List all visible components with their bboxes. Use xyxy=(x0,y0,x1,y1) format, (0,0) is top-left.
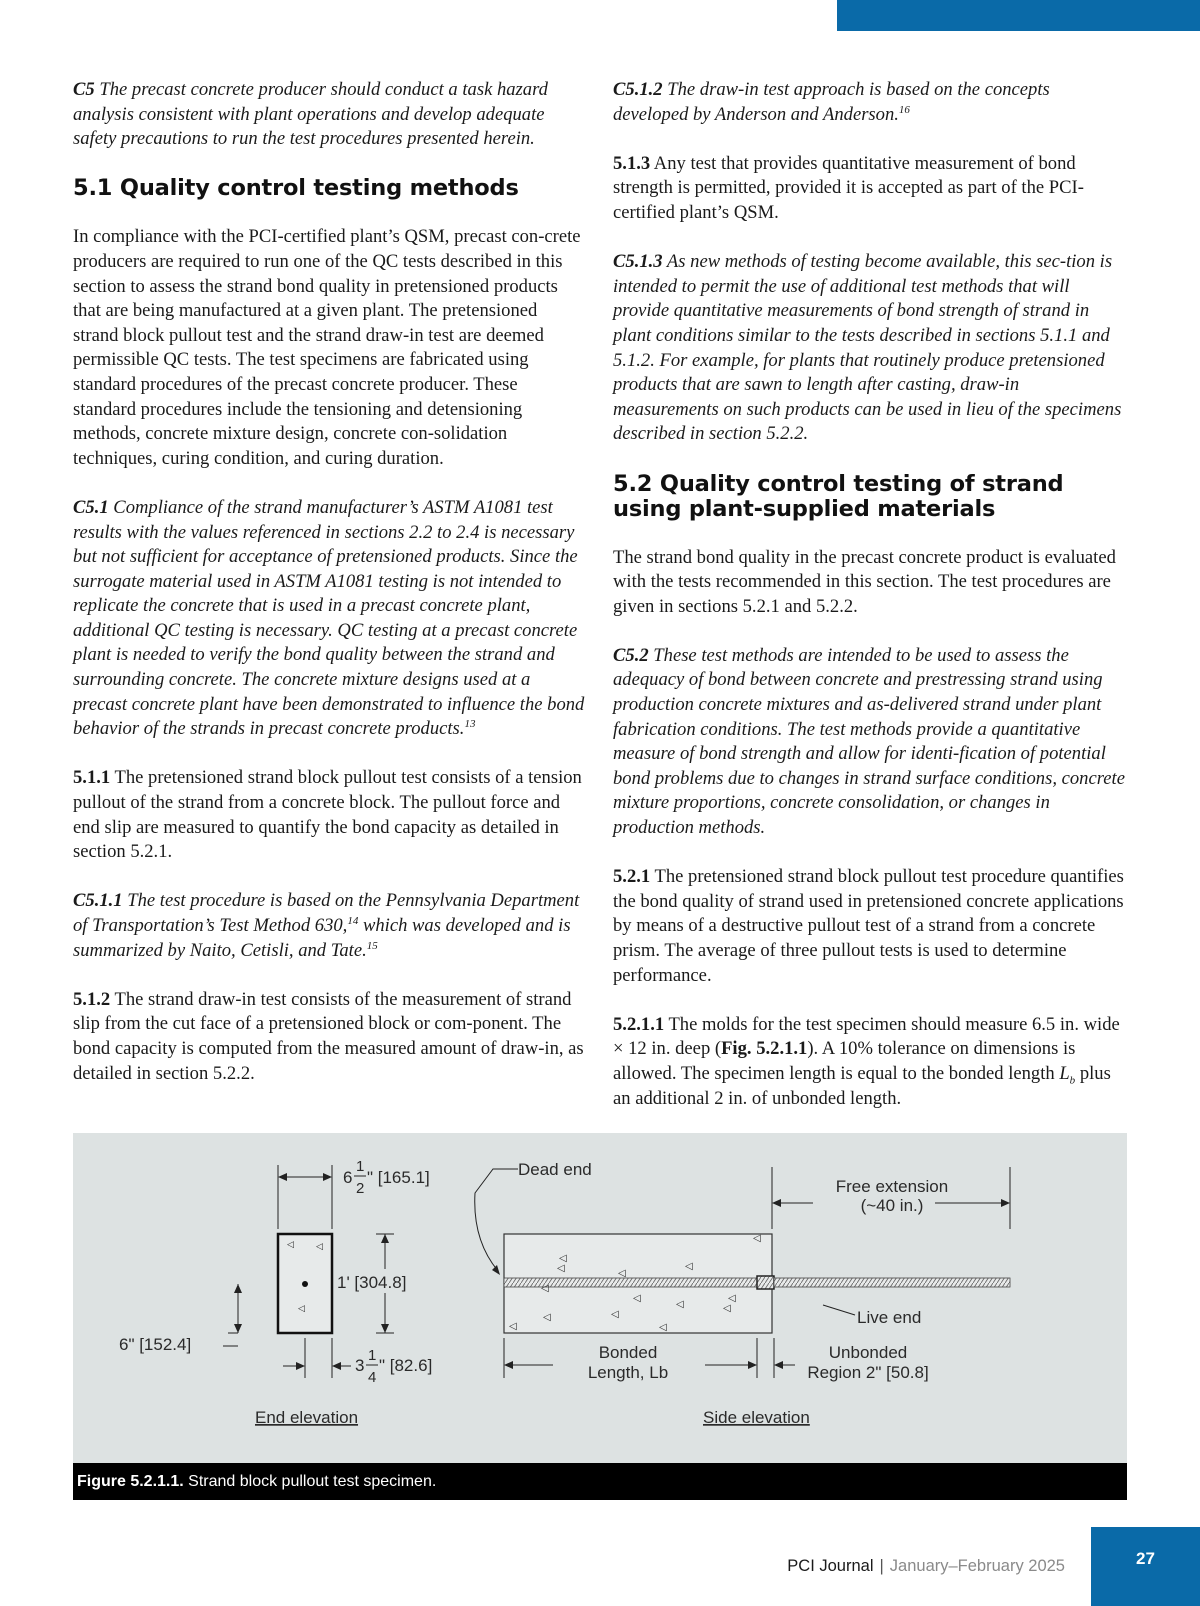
paragraph-5-1: In compliance with the PCI-certified plant’s QSM, precast con-crete producers are required to run one of the QC tests described in this section to assess the strand bond quality in pretensioned products that are being manufactured at a given plant. The pretensioned strand block pullout test and the strand draw-in test are deemed permissible QC tests. The test specimens are fabricated using standard procedures of the precast concrete producer. These standard procedures include the tensioning and detensioning methods, concrete mixture design, concrete con-solidation techniques, curing condition, and curing duration. xyxy=(73,226,581,469)
svg-text:◁: ◁ xyxy=(633,1293,641,1304)
figure-drawing xyxy=(73,1133,1127,1463)
figure-caption: Figure 5.2.1.1. Strand block pullout test specimen. xyxy=(73,1463,1127,1500)
paragraph-5-2: The strand bond quality in the precast concrete product is evaluated with the tests recommended in this section. The test procedures are given in sections 5.2.1 and 5.2.2. xyxy=(613,546,1116,617)
strand-dot xyxy=(302,1281,308,1287)
svg-text:◁: ◁ xyxy=(723,1303,731,1314)
svg-text:◁: ◁ xyxy=(753,1233,761,1244)
commentary-c5: C5 The precast concrete producer should conduct a task hazard analysis consistent with plant operations and develop adequate safety precautions to run the test procedures presented herein. xyxy=(73,79,548,150)
dead-end-label: Dead end xyxy=(518,1160,592,1179)
dim-depth: 1' [304.8] xyxy=(337,1273,407,1292)
commentary-c5-1: C5.1 Compliance of the strand manufacturer’s ASTM A1081 test results with the values referenced in sections 2.2 to 2.4 is necessary but not sufficient for acceptance of pretensioned products. Since the surrogate material used in ASTM A1081 testing is not intended to replicate the concrete that is used in a precast concrete plant, additional QC testing is necessary. QC testing at a precast concrete plant is needed to verify the bond quality between the strand and surrounding concrete. The concrete mixture designs used at a precast concrete plant have been demonstrated to influence the bond behavior of the strands in precast concrete products.$^{13}$ xyxy=(73,496,585,740)
figure-panel xyxy=(73,1133,1127,1463)
svg-text:◁: ◁ xyxy=(557,1263,565,1274)
free-extension-label-1: Free extension xyxy=(835,1177,949,1196)
svg-text:◁: ◁ xyxy=(618,1268,626,1279)
end-elevation xyxy=(119,1158,432,1427)
right-column xyxy=(613,78,1129,1136)
svg-text:◁: ◁ xyxy=(676,1299,684,1310)
svg-text:◁: ◁ xyxy=(685,1261,693,1272)
dim-offset-whole: 3 xyxy=(355,1356,365,1375)
free-strand xyxy=(774,1278,1010,1287)
dim-width-whole: 6 xyxy=(343,1168,353,1187)
unbonded-region-label-1: Unbonded xyxy=(828,1343,908,1362)
figure-reference: Fig. 5.2.1.1 xyxy=(721,1038,808,1060)
bonded-length-label-2: Length, Lb xyxy=(587,1363,669,1382)
svg-text:◁: ◁ xyxy=(728,1293,736,1304)
free-extension-label-2: (~40 in.) xyxy=(860,1196,924,1215)
page-number: 27 xyxy=(1091,1527,1200,1606)
commentary-c5-1-3: C5.1.3 As new methods of testing become available, this sec-tion is intended to permit the use of additional test methods that will provide quantitative measurements of bond strength of strand in plant conditions similar to the tests described in sections 5.1.1 and 5.1.2. For example, for plants that routinely produce pretensioned products that are sawn to length after casting, draw-in measurements on such products can be used in lieu of the specimens described in section 5.2.2. xyxy=(613,251,1122,445)
heading-5-1: 5.1 Quality control testing methods xyxy=(73,175,519,202)
unbonded-sleeve xyxy=(757,1276,774,1289)
svg-text:◁: ◁ xyxy=(287,1239,294,1249)
dim-width-num: 1 xyxy=(356,1158,365,1175)
unbonded-region-label-2: Region 2" [50.8] xyxy=(807,1363,929,1382)
dim-width-unit: " [165.1] xyxy=(367,1168,430,1187)
svg-text:◁: ◁ xyxy=(541,1283,549,1294)
dim-height: 6" [152.4] xyxy=(119,1335,192,1354)
bonded-length-label-1: Bonded xyxy=(598,1343,658,1362)
section-5-2-1-1: 5.2.1.1 The molds for the test specimen should measure 6.5 in. wide × 12 in. deep (Fig. 5.2.1.1). A 10% tolerance on dimensions is allowed. The specimen length is equal to the bonded length $L_b$ plus an additional 2 in. of unbonded length. xyxy=(613,1013,1120,1109)
svg-text:◁: ◁ xyxy=(316,1241,323,1251)
commentary-c5-2: C5.2 These test methods are intended to be used to assess the adequacy of bond between concrete and prestressing strand using production concrete mixtures and as-delivered strand under plant fabrication conditions. The test methods provide a quantitative measure of bond strength and allow for identi-fication of potential bond problems due to changes in strand surface conditions, concrete mixture proportions, concrete consolidation, or changes in production methods. xyxy=(613,644,1125,839)
left-column xyxy=(73,78,585,1111)
section-5-1-1: 5.1.1 The pretensioned strand block pullout test consists of a tension pullout of the strand from a concrete block. The pullout force and end slip are measured to quantify the bond capacity as detailed in section 5.2.1. xyxy=(73,767,582,863)
side-elevation-label: Side elevation xyxy=(703,1408,810,1427)
svg-text:◁: ◁ xyxy=(659,1322,667,1333)
commentary-c5-1-2: C5.1.2 The draw-in test approach is based on the concepts developed by Anderson and Anderson.$^{16}$ xyxy=(613,79,1050,125)
dim-offset-num: 1 xyxy=(368,1347,377,1364)
dim-offset-den: 4 xyxy=(368,1369,377,1386)
svg-text:◁: ◁ xyxy=(543,1312,551,1323)
section-5-1-3: 5.1.3 Any test that provides quantitative measurement of bond strength is permitted, provided it is accepted as part of the PCI-certified plant’s QSM. xyxy=(613,152,1084,223)
svg-text:◁: ◁ xyxy=(509,1321,517,1332)
section-5-2-1: 5.2.1 The pretensioned strand block pullout test procedure quantifies the bond quality of strand used in pretensioned concrete applications by means of a destructive pullout test of a strand from a concrete prism. The average of three pullout tests is used to determine performance. xyxy=(613,866,1124,986)
live-end-label: Live end xyxy=(857,1308,922,1327)
end-elevation-label: End elevation xyxy=(255,1408,359,1427)
header-accent-bar xyxy=(837,0,1200,31)
svg-text:◁: ◁ xyxy=(611,1309,619,1320)
svg-text:◁: ◁ xyxy=(298,1303,305,1313)
footer-journal: PCI Journal | January–February 2025 xyxy=(787,1557,1065,1575)
dim-offset-unit: " [82.6] xyxy=(379,1356,433,1375)
svg-text:◁: ◁ xyxy=(559,1253,567,1264)
section-5-1-2: 5.1.2 The strand draw-in test consists of the measurement of strand slip from the cut face of a pretensioned block or com-ponent. The bond capacity is computed from the measured amount of draw-in, as detailed in section 5.2.2. xyxy=(73,988,584,1084)
commentary-c5-1-1: C5.1.1 The test procedure is based on the Pennsylvania Department of Transportation’s Test Method 630,14 which was developed and is summarized by Naito, Cetisli, and Tate.$^{15}$ xyxy=(73,890,580,961)
side-elevation xyxy=(475,1160,1010,1427)
dim-width-den: 2 xyxy=(356,1180,365,1197)
heading-5-2: 5.2 Quality control testing of strand using plant-supplied materials xyxy=(613,470,1064,522)
